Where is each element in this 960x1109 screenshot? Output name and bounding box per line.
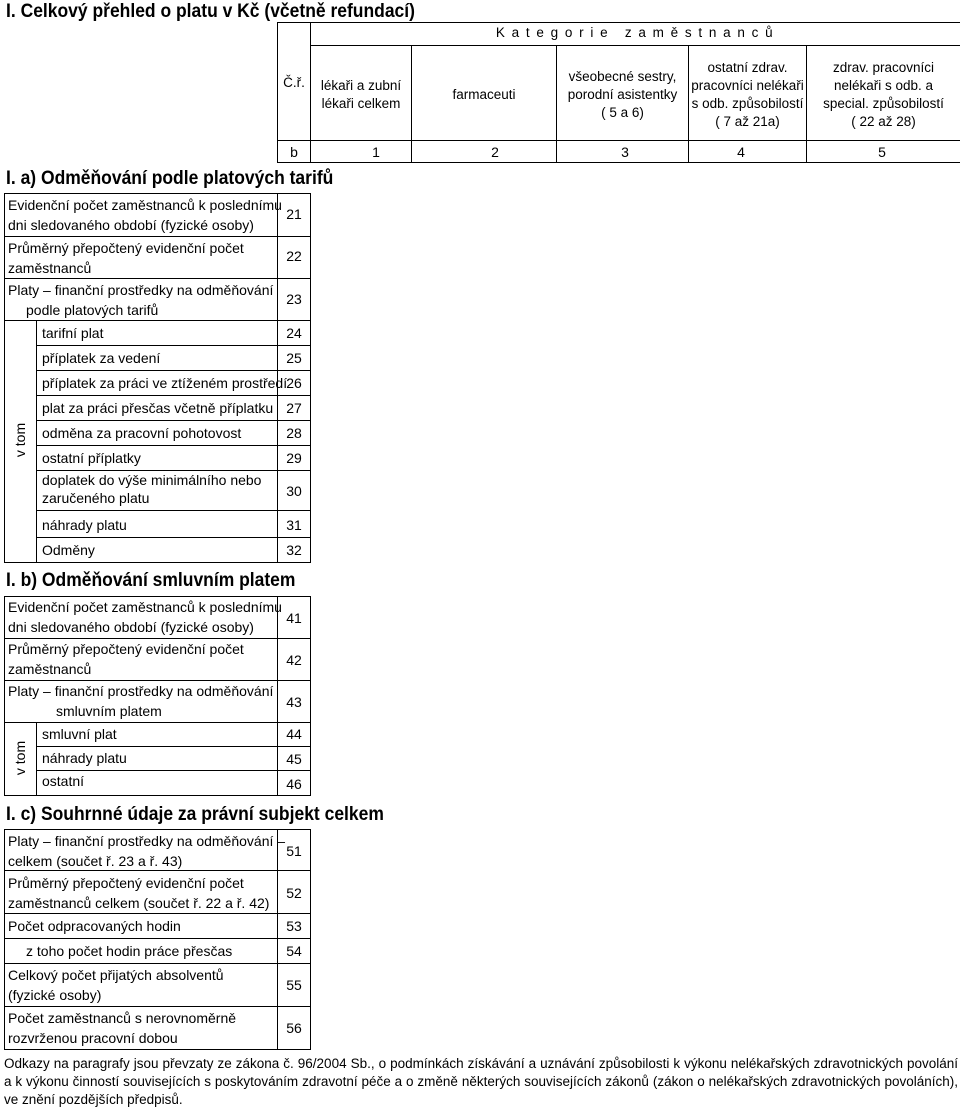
row-54-number: 54 bbox=[286, 943, 302, 959]
row-27-label: plat za práci přesčas včetně příplatku bbox=[42, 400, 274, 416]
row-54-label: z toho počet hodin práce přesčas bbox=[26, 943, 233, 959]
c-line-53 bbox=[4, 938, 311, 939]
b-line-44 bbox=[36, 746, 311, 747]
a-line-30 bbox=[36, 510, 311, 511]
row-51-number: 51 bbox=[286, 843, 302, 859]
footnote: Odkazy na paragrafy jsou převzaty ze zákona č. 96/2004 Sb., o podmínkách získávání a uznávání způsobilosti k výkonu nelékařských zdravotnických povolání a k výkonu činností souvisejících s poskytováním zdravotní péče a o změně některých souvisejících zákonů (zákon o nelékařských zdravotnických povoláních), ve znění pozdějších předpisů. bbox=[4, 1056, 958, 1107]
row-24-number: 24 bbox=[286, 325, 302, 341]
a-line-31 bbox=[36, 537, 311, 538]
b-right-border bbox=[310, 596, 311, 795]
kategorie-bottom-line bbox=[310, 45, 960, 46]
section-c-title: I. c) Souhrnné údaje za právní subjekt celkem bbox=[6, 804, 384, 825]
a-line-26 bbox=[36, 395, 311, 396]
a-line-24 bbox=[36, 345, 311, 346]
c-left-border bbox=[4, 829, 5, 1049]
a-line-top bbox=[4, 193, 311, 194]
row-56-label: Počet zaměstnanců s nerovnoměrně rozvrženou pracovní dobou bbox=[8, 1010, 237, 1046]
row-23-label: Platy – finanční prostředky na odměňování podle platových tarifů bbox=[8, 282, 274, 318]
cr-header: Č.ř. bbox=[283, 75, 305, 90]
row-56-number: 56 bbox=[286, 1020, 302, 1036]
idx-2: 2 bbox=[491, 144, 499, 160]
col-farmaceuti-header: farmaceuti bbox=[452, 87, 516, 102]
header-top-line bbox=[277, 22, 960, 23]
c-line-55 bbox=[4, 1006, 311, 1007]
row-28-number: 28 bbox=[286, 425, 302, 441]
row-21-label: Evidenční počet zaměstnanců k poslednímu dni sledovaného období (fyzické osoby) bbox=[8, 197, 282, 233]
row-46-number: 46 bbox=[286, 776, 302, 792]
row-23-number: 23 bbox=[286, 291, 302, 307]
row-31-number: 31 bbox=[286, 517, 302, 533]
row-44-number: 44 bbox=[286, 726, 302, 742]
row-25-label: příplatek za vedení bbox=[42, 350, 161, 366]
a-line-28 bbox=[36, 445, 311, 446]
a-line-27 bbox=[36, 420, 311, 421]
a-left-border bbox=[4, 193, 5, 562]
row-29-number: 29 bbox=[286, 450, 302, 466]
row-53-label: Počet odpracovaných hodin bbox=[8, 918, 181, 934]
section-a-title: I. a) Odměňování podle platových tarifů bbox=[6, 168, 334, 189]
c-line-54 bbox=[4, 963, 311, 964]
row-53-number: 53 bbox=[286, 918, 302, 934]
idx-5: 5 bbox=[878, 144, 886, 160]
col-ostatni-zdrav-header: ostatní zdrav. pracovníci nelékaři s odb. způsobilostí ( 7 až 21a) bbox=[691, 60, 804, 129]
page-title: I. Celkový přehled o platu v Kč (včetně refundací) bbox=[6, 1, 415, 22]
section-b-title: I. b) Odměňování smluvním platem bbox=[6, 570, 296, 591]
vtom-b-label: v tom bbox=[12, 740, 28, 776]
row-26-label: příplatek za práci ve ztíženém prostředí bbox=[42, 375, 288, 391]
b-vtom-divider bbox=[36, 722, 37, 795]
idx-b: b bbox=[290, 144, 298, 160]
b-line-bottom bbox=[4, 795, 311, 796]
row-28-label: odměna za pracovní pohotovost bbox=[42, 425, 242, 441]
header-divider-cr bbox=[310, 22, 311, 162]
row-42-number: 42 bbox=[286, 652, 302, 668]
row-46-label: ostatní bbox=[42, 773, 85, 789]
c-line-52 bbox=[4, 913, 311, 914]
c-right-border bbox=[310, 829, 311, 1049]
c-line-bottom bbox=[4, 1049, 311, 1050]
row-30-number: 30 bbox=[286, 483, 302, 499]
a-vtom-divider bbox=[36, 320, 37, 562]
a-line-23 bbox=[4, 320, 311, 321]
a-line-21 bbox=[4, 236, 311, 237]
b-left-border bbox=[4, 596, 5, 795]
header-bottom-line bbox=[277, 140, 960, 141]
row-32-number: 32 bbox=[286, 542, 302, 558]
vtom-a-label: v tom bbox=[12, 422, 28, 458]
a-line-22 bbox=[4, 278, 311, 279]
row-52-label: Průměrný přepočtený evidenční počet zaměstnanců celkem (součet ř. 22 a ř. 42) bbox=[8, 875, 270, 911]
a-line-bottom bbox=[4, 562, 311, 563]
row-22-label: Průměrný přepočtený evidenční počet zaměstnanců bbox=[8, 240, 244, 276]
row-41-label: Evidenční počet zaměstnanců k poslednímu dni sledovaného období (fyzické osoby) bbox=[8, 599, 282, 635]
row-42-label: Průměrný přepočtený evidenční počet zaměstnanců bbox=[8, 641, 244, 677]
row-26-number: 26 bbox=[286, 375, 302, 391]
row-45-label: náhrady platu bbox=[42, 750, 127, 766]
row-45-number: 45 bbox=[286, 751, 302, 767]
a-line-25 bbox=[36, 370, 311, 371]
idx-1: 1 bbox=[372, 144, 380, 160]
row-30-label: doplatek do výše minimálního nebo zaručeného platu bbox=[42, 472, 262, 506]
col-sestry-header: všeobecné sestry, porodní asistentky ( 5 a 6) bbox=[567, 69, 678, 120]
row-22-number: 22 bbox=[286, 248, 302, 264]
row-21-number: 21 bbox=[286, 206, 302, 222]
row-32-label: Odměny bbox=[42, 542, 95, 558]
c-line-top bbox=[4, 829, 311, 830]
row-43-label: Platy – finanční prostředky na odměňování smluvním platem bbox=[8, 683, 274, 719]
row-25-number: 25 bbox=[286, 350, 302, 366]
row-55-label: Celkový počet přijatých absolventů (fyzické osoby) bbox=[8, 967, 224, 1003]
row-55-number: 55 bbox=[286, 977, 302, 993]
idx-3: 3 bbox=[621, 144, 629, 160]
col-zdrav-special-header: zdrav. pracovníci nelékaři s odb. a special. způsobilostí ( 22 až 28) bbox=[823, 60, 944, 129]
header-left-border bbox=[277, 22, 278, 162]
index-bottom-line bbox=[277, 162, 960, 163]
row-44-label: smluvní plat bbox=[42, 726, 117, 742]
idx-4: 4 bbox=[737, 144, 745, 160]
a-right-border bbox=[310, 193, 311, 562]
row-31-label: náhrady platu bbox=[42, 517, 127, 533]
col-lekari-header: lékaři a zubní lékaři celkem bbox=[320, 78, 402, 111]
row-51-label: Platy – finanční prostředky na odměňování – celkem (součet ř. 23 a ř. 43) bbox=[8, 833, 286, 869]
row-24-label: tarifní plat bbox=[42, 325, 104, 341]
row-27-number: 27 bbox=[286, 400, 302, 416]
row-29-label: ostatní příplatky bbox=[42, 450, 141, 466]
b-line-43 bbox=[4, 722, 311, 723]
row-43-number: 43 bbox=[286, 694, 302, 710]
row-52-number: 52 bbox=[286, 885, 302, 901]
row-41-number: 41 bbox=[286, 610, 302, 626]
kategorie-header: K a t e g o r i e z a m ě s t n a n c ů bbox=[495, 25, 775, 40]
